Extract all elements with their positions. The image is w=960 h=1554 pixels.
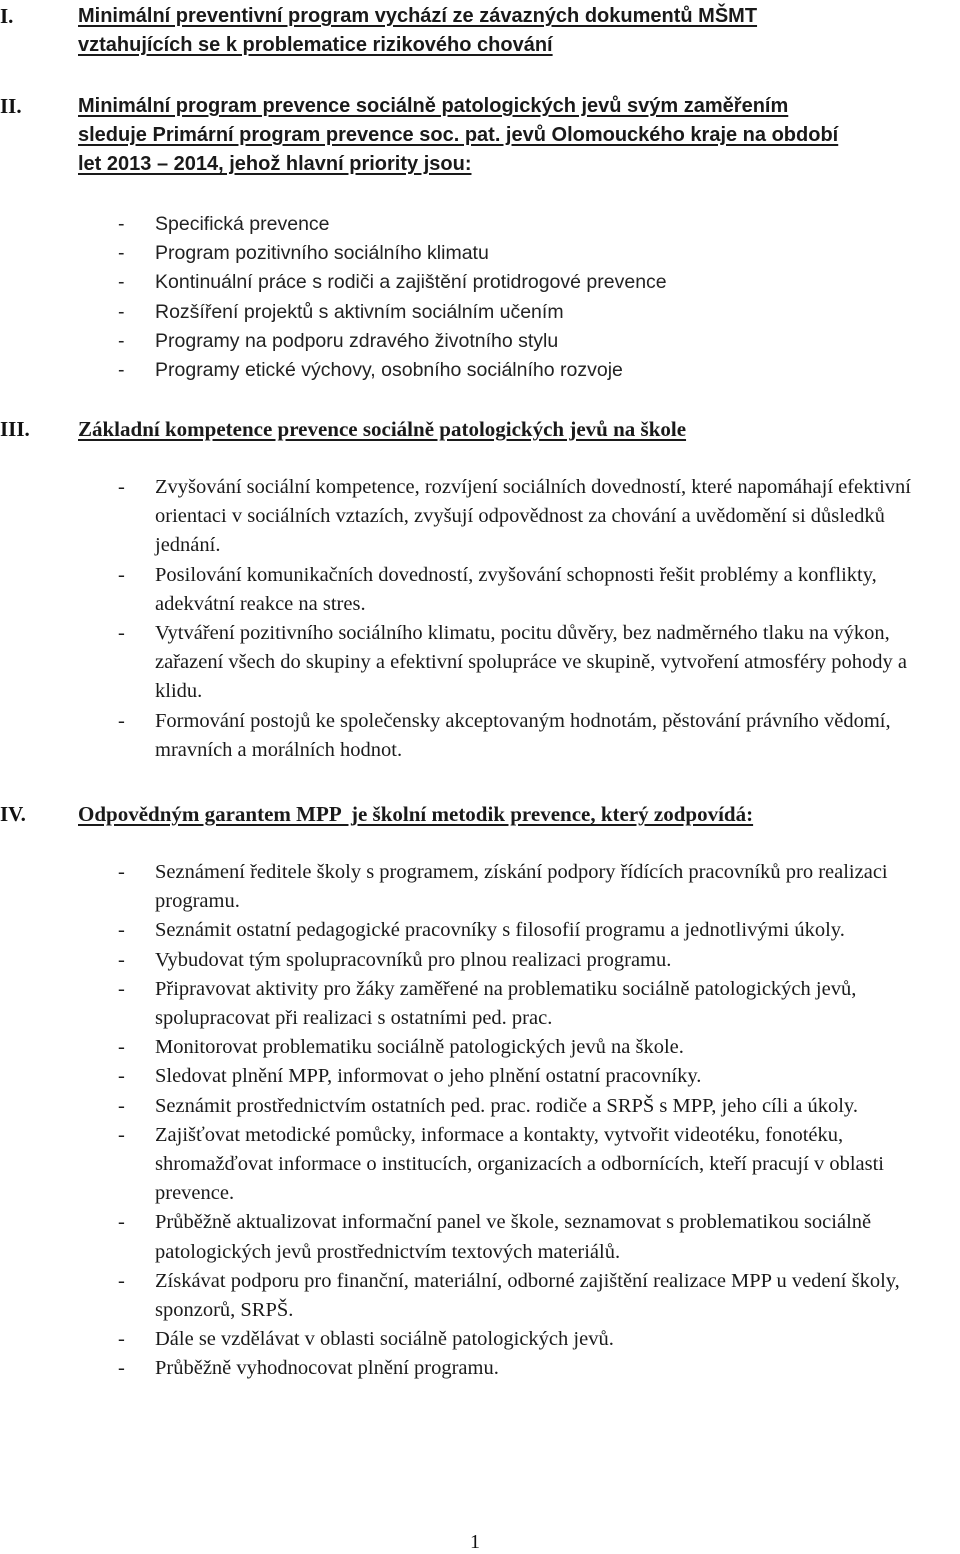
section-2-heading (78, 92, 838, 179)
list-item-text: Průběžně vyhodnocovat plnění programu. (155, 1357, 499, 1380)
list-item (78, 1325, 960, 1354)
list-dash: - (118, 1269, 125, 1292)
list-dash: - (118, 359, 125, 382)
list-item (78, 946, 960, 975)
list-dash: - (118, 1065, 125, 1088)
list-item-text: Specifická prevence (155, 213, 330, 235)
list-item-text: Zajišťovat metodické pomůcky, informace a kontakty, vytvořit videotéku, fonotéku, shromažďovat informace o institucích, organizacích a odbornících, kteří pracují v oblasti prevence. (155, 1123, 884, 1205)
list-item-text: Rozšíření projektů s aktivním sociálním učením (155, 300, 564, 323)
list-item (78, 1062, 960, 1091)
section-3-heading: Základní kompetence prevence sociálně patologických jevů na škole (78, 417, 687, 441)
section-2-heading-line-1: Minimální program prevence sociálně patologických jevů svým zaměřením (78, 95, 789, 117)
list-dash: - (118, 709, 125, 732)
list-item (78, 1208, 960, 1266)
list-item-text: Seznámit ostatní pedagogické pracovníky s filosofií programu a jednotlivými úkoly. (155, 919, 845, 942)
list-item-text: Program pozitivního sociálního klimatu (155, 242, 489, 265)
list-item-text: Zvyšování sociální kompetence, rozvíjení sociálních dovedností, které napomáhají efektivní orientaci v sociálních vztazích, zvyšují odpovědnost za chování a uvědomění si důsledků jednání. (155, 476, 911, 557)
list-item-text: Seznámení ředitele školy s programem, získání podpory řídících pracovníků pro realizaci programu. (155, 861, 888, 913)
section-4-heading: Odpovědným garantem MPP je školní metodik prevence, který zodpovídá: (78, 802, 754, 826)
list-item (78, 1033, 960, 1062)
list-item (78, 1354, 960, 1383)
section-2-numeral: II. (0, 94, 22, 118)
section-4-numeral: IV. (0, 802, 26, 826)
list-item (78, 1267, 960, 1325)
list-item-text: Formování postojů ke společensky akceptovaným hodnotám, pěstování právního vědomí, mravních a morálních hodnot. (155, 709, 891, 761)
section-2-priority-list (78, 210, 938, 385)
list-item-text: Programy etické výchovy, osobního sociálního rozvoje (155, 359, 623, 382)
list-item-text: Programy na podporu zdravého životního stylu (155, 329, 559, 352)
list-item-text: Připravovat aktivity pro žáky zaměřené na problematiku sociálně patologických jevů, spolupracovat při realizaci s ostatními ped. prac. (155, 977, 857, 1030)
list-dash: - (118, 329, 125, 352)
list-dash: - (118, 1036, 125, 1059)
list-dash: - (118, 1328, 125, 1351)
list-dash: - (118, 1123, 125, 1146)
section-1-heading-line-2: vztahujících se k problematice rizikového chování (78, 34, 553, 56)
list-dash: - (118, 919, 125, 942)
section-1-numeral: I. (0, 4, 14, 28)
list-dash: - (118, 861, 125, 883)
section-1-heading-line-1: Minimální preventivní program vychází ze závazných dokumentů MŠMT (78, 5, 758, 27)
page-number: 1 (470, 1531, 480, 1553)
list-item-text: Vybudovat tým spolupracovníků pro plnou realizaci programu. (155, 948, 672, 971)
list-item (78, 1092, 960, 1121)
list-item (78, 561, 948, 619)
list-dash: - (118, 563, 125, 586)
list-dash: - (118, 948, 125, 971)
list-dash: - (118, 213, 125, 235)
list-item-text: Sledovat plnění MPP, informovat o jeho plnění ostatní pracovníky. (155, 1065, 702, 1088)
list-dash: - (118, 300, 125, 323)
list-dash: - (118, 271, 125, 294)
section-4-responsibility-list (78, 858, 960, 1384)
list-dash: - (118, 476, 125, 498)
list-dash: - (118, 1211, 125, 1234)
section-2-heading-line-3: let 2013 – 2014, jehož hlavní priority jsou: (78, 153, 472, 175)
list-item (78, 356, 938, 385)
list-item-text: Posilování komunikačních dovedností, zvyšování schopnosti řešit problémy a konflikty, adekvátní reakce na stres. (155, 563, 877, 615)
list-item-text: Kontinuální práce s rodiči a zajištění protidrogové prevence (155, 271, 667, 294)
list-item-text: Průběžně aktualizovat informační panel ve škole, seznamovat s problematikou sociálně patologických jevů prostřednictvím textových materiálů. (155, 1211, 872, 1263)
list-item (78, 975, 960, 1033)
list-item (78, 707, 948, 765)
list-dash: - (118, 1094, 125, 1117)
list-item (78, 268, 938, 297)
list-dash: - (118, 242, 125, 265)
section-2-heading-line-2: sleduje Primární program prevence soc. pat. jevů Olomouckého kraje na období (78, 124, 839, 146)
list-item-text: Vytváření pozitivního sociálního klimatu, pocitu důvěry, bez nadměrného tlaku na výkon, zařazení všech do skupiny a efektivní spolupráce ve skupině, vytvoření atmosféry pohody a klidu. (155, 622, 908, 703)
list-item-text: Dále se vzdělávat v oblasti sociálně patologických jevů. (155, 1328, 614, 1351)
list-item (78, 473, 948, 561)
list-item (78, 239, 938, 268)
list-item (78, 619, 948, 707)
list-dash: - (118, 1357, 125, 1380)
section-3-competence-list (78, 473, 948, 765)
section-3-numeral: III. (0, 417, 30, 441)
list-dash: - (118, 622, 125, 645)
list-item (78, 298, 938, 327)
list-item (78, 327, 938, 356)
list-item-text: Získávat podporu pro finanční, materiální, odborné zajištění realizace MPP u vedení školy, sponzorů, SRPŠ. (155, 1269, 900, 1322)
list-dash: - (118, 977, 125, 1000)
list-item-text: Seznámit prostřednictvím ostatních ped. prac. rodiče a SRPŠ s MPP, jeho cíli a úkoly. (155, 1094, 858, 1117)
list-item (78, 858, 960, 916)
section-1-heading (78, 2, 757, 60)
list-item (78, 210, 938, 239)
list-item (78, 1121, 960, 1209)
list-item-text: Monitorovat problematiku sociálně patologických jevů na škole. (155, 1036, 684, 1059)
list-item (78, 916, 960, 945)
